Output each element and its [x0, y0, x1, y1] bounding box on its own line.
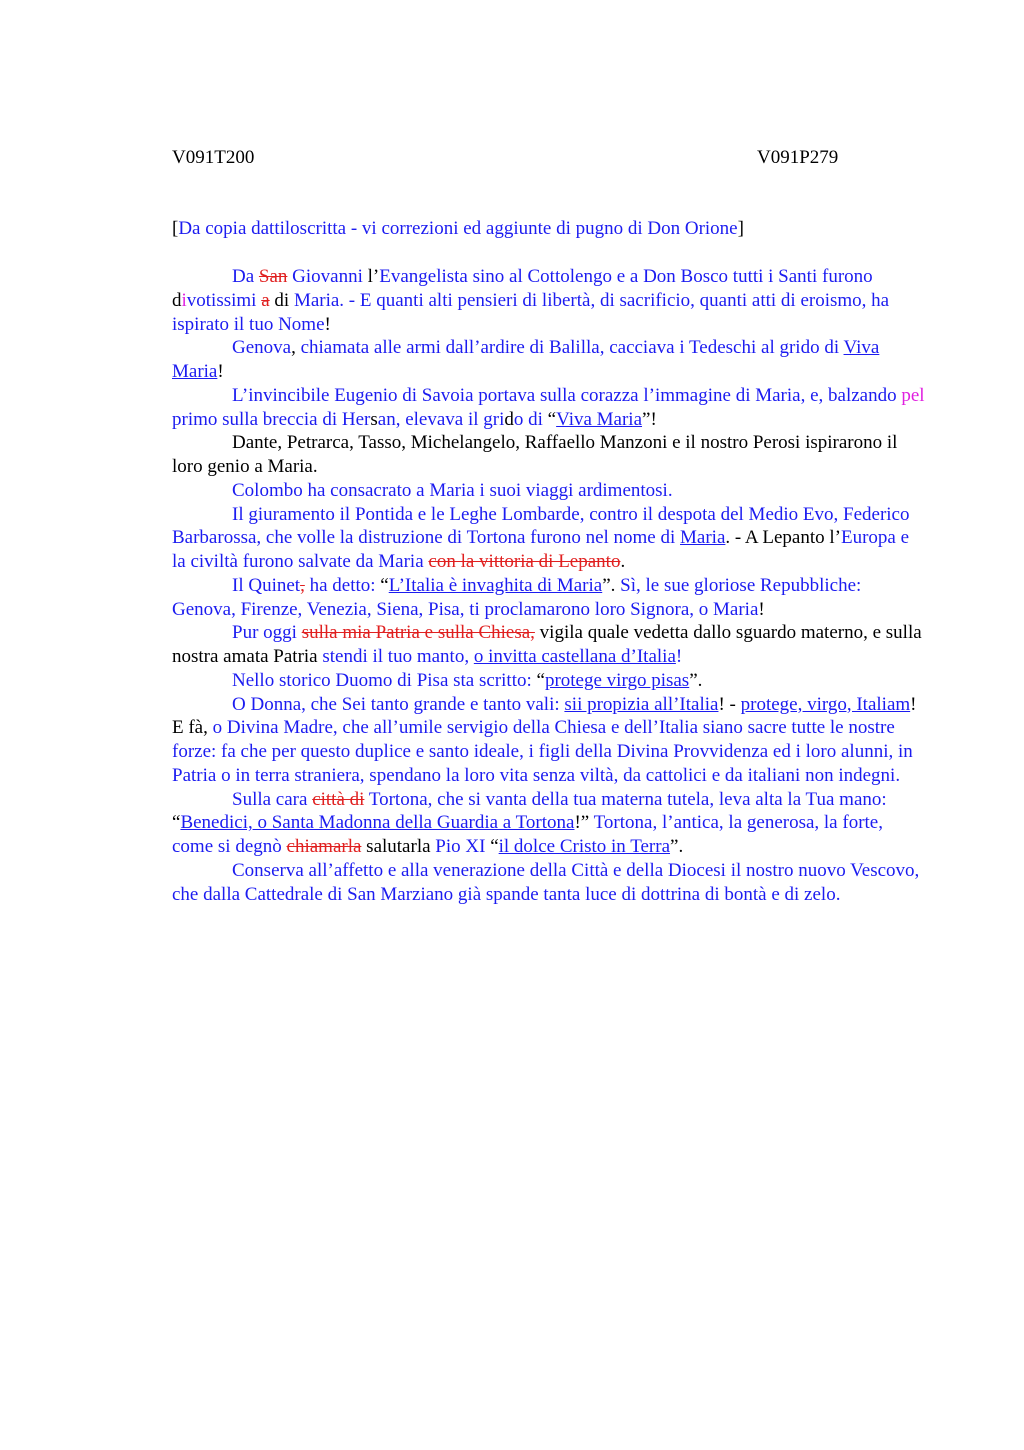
deleted-text: con la vittoria di Lepanto	[428, 551, 621, 572]
original-text: d	[504, 408, 514, 430]
added-text: Conserva all’affetto e alla venerazione della Città e della Diocesi il nostro nuovo Vescovo, che dalla Cattedrale di San Marziano già spande tanta luce di dottrina di bontà e di zelo.	[172, 859, 920, 905]
paragraph	[172, 693, 926, 788]
added-text: L’invincibile Eugenio di Savoia portava sulla corazza l’immagine di Maria, e, balzando	[232, 384, 902, 406]
original-text: l’	[367, 266, 380, 287]
original-text: ”.	[689, 669, 703, 691]
original-text: ! E fà,	[172, 693, 917, 739]
underlined-quote: Viva Maria	[556, 408, 643, 430]
added-text: Sì, le sue gloriose Repubbliche: Genova, Firenze, Venezia, Siena, Pisa, ti proclamarono loro Signora, o Maria	[172, 574, 862, 620]
original-text: ,	[291, 337, 301, 359]
added-text: stendi il tuo manto,	[322, 646, 474, 667]
underlined-quote: L’Italia è invaghita di Maria	[388, 574, 603, 596]
original-text: vigila quale vedetta dallo sguardo materno, e sulla nostra amata Patria	[172, 622, 922, 667]
original-text: “	[536, 669, 545, 691]
added-text: ha detto:	[304, 574, 381, 596]
underlined-quote: o invitta castellana d’Italia	[473, 646, 676, 667]
original-text: di	[269, 289, 294, 311]
paragraph	[172, 336, 926, 384]
original-text: !”	[574, 812, 594, 834]
original-text: salutarla	[361, 836, 436, 857]
added-text: Evangelista	[379, 266, 468, 287]
added-text: Da	[232, 266, 259, 287]
paragraph	[172, 574, 926, 622]
deleted-text: sulla mia Patria e sulla Chiesa,	[301, 622, 535, 644]
original-text: “	[547, 408, 557, 430]
original-text: d	[172, 289, 182, 311]
original-text: “	[490, 836, 499, 857]
paragraph	[172, 788, 926, 859]
added-text: o di	[513, 408, 548, 430]
paragraph	[172, 503, 926, 574]
added-text: Nello storico Duomo di Pisa sta scritto:	[232, 669, 537, 691]
added-text: Pur oggi	[232, 622, 302, 644]
document-code-left: V091T200	[172, 147, 255, 168]
added-text: Colombo ha consacrato a Maria i suoi viaggi ardimentosi.	[232, 479, 673, 501]
underlined-quote: protege virgo pisas	[544, 669, 690, 691]
original-text: ! -	[718, 693, 741, 715]
source-note-text: Da copia dattiloscritta - vi correzioni ed aggiunte di pugno di Don Orione	[178, 218, 738, 239]
highlighted-text: i	[181, 289, 187, 311]
underlined-quote: Maria	[680, 527, 726, 549]
original-text: ”!	[642, 408, 657, 430]
added-text: an, elevava il gri	[377, 408, 505, 430]
added-text: Pio XI	[435, 836, 491, 857]
added-text: primo sulla breccia di Her	[172, 408, 371, 430]
paragraph	[172, 859, 926, 907]
added-text: Genova	[232, 337, 292, 359]
paragraph	[172, 384, 926, 432]
deleted-text: città di	[312, 788, 365, 810]
added-text: Il giuramento il Pontida e le Leghe Lombarde, contro il despota del Medio Evo, Federico Barbarossa, che volle la distruzione di Tortona furono nel nome di	[172, 503, 910, 549]
deleted-text: a	[261, 289, 270, 311]
underlined-quote: Benedici, o Santa Madonna della Guardia a Tortona	[180, 812, 575, 834]
original-text: ”.	[670, 836, 684, 857]
original-text: s	[370, 408, 378, 430]
added-text: sino al Cottolengo e a Don Bosco tutti i Santi furono	[467, 266, 873, 287]
original-text: .	[620, 551, 626, 572]
original-text: !	[758, 598, 765, 620]
paragraph	[172, 479, 926, 503]
added-text: votissimi	[186, 289, 262, 311]
document-body	[172, 265, 926, 906]
added-text: Il Quinet	[232, 574, 301, 596]
paragraph	[172, 669, 926, 693]
added-text: Tortona, l’antica, la generosa, la forte, come si degnò	[172, 812, 883, 857]
paragraph	[172, 621, 926, 669]
added-text: !	[675, 646, 683, 667]
paragraph	[172, 431, 926, 479]
original-text: “	[380, 574, 389, 596]
underlined-quote: sii propizia all’Italia	[564, 693, 719, 715]
underlined-quote: il dolce Cristo in Terra	[498, 836, 671, 857]
deleted-text: San	[258, 266, 288, 287]
underlined-quote: protege, virgo, Italiam	[740, 693, 911, 715]
original-text: . - A Lepanto l’	[725, 527, 841, 549]
deleted-text: chiamarla	[286, 836, 362, 857]
paragraph	[172, 265, 926, 336]
added-text: o Divina Madre, che all’umile servigio della Chiesa e dell’Italia siano sacre tutte le nostre forze: fa che per questo duplice e santo ideale, i figli della Divina Provvidenza ed i loro alunni, in Patria o in terra straniera, spendano la loro vita senza viltà, da cattolici e da italiani non indegni.	[172, 717, 913, 786]
original-text: “	[172, 812, 181, 834]
original-text: ”.	[602, 574, 621, 596]
added-text: Sulla cara	[232, 788, 313, 810]
added-text: Maria. - E quanti alti pensieri di libertà, di sacrificio, quanti atti di eroismo, ha ispirato il tuo Nome	[172, 289, 890, 335]
highlighted-text: pel	[901, 384, 925, 406]
added-text: chiamata alle armi dall’ardire di Balilla, cacciava i Tedeschi al grido di	[300, 337, 844, 359]
source-note-close-bracket: ]	[737, 218, 744, 239]
document-code-right: V091P279	[757, 147, 839, 168]
source-note-open-bracket: [	[172, 218, 179, 239]
added-text: Giovanni	[287, 266, 368, 287]
added-text: Europa e la civiltà furono salvate da Maria	[172, 527, 910, 572]
added-text: Tortona, che si vanta della tua materna tutela, leva alta la Tua mano:	[364, 788, 887, 810]
original-text: !	[217, 361, 224, 382]
added-text: O Donna, che Sei tanto grande e tanto vali:	[232, 693, 565, 715]
original-text: !	[324, 313, 331, 335]
source-note	[172, 217, 744, 241]
original-text: Dante, Petrarca, Tasso, Michelangelo, Raffaello Manzoni e il nostro Perosi ispirarono il loro genio a Maria.	[172, 432, 898, 477]
underlined-quote: Viva Maria	[172, 337, 880, 382]
deleted-text: ,	[300, 574, 305, 596]
